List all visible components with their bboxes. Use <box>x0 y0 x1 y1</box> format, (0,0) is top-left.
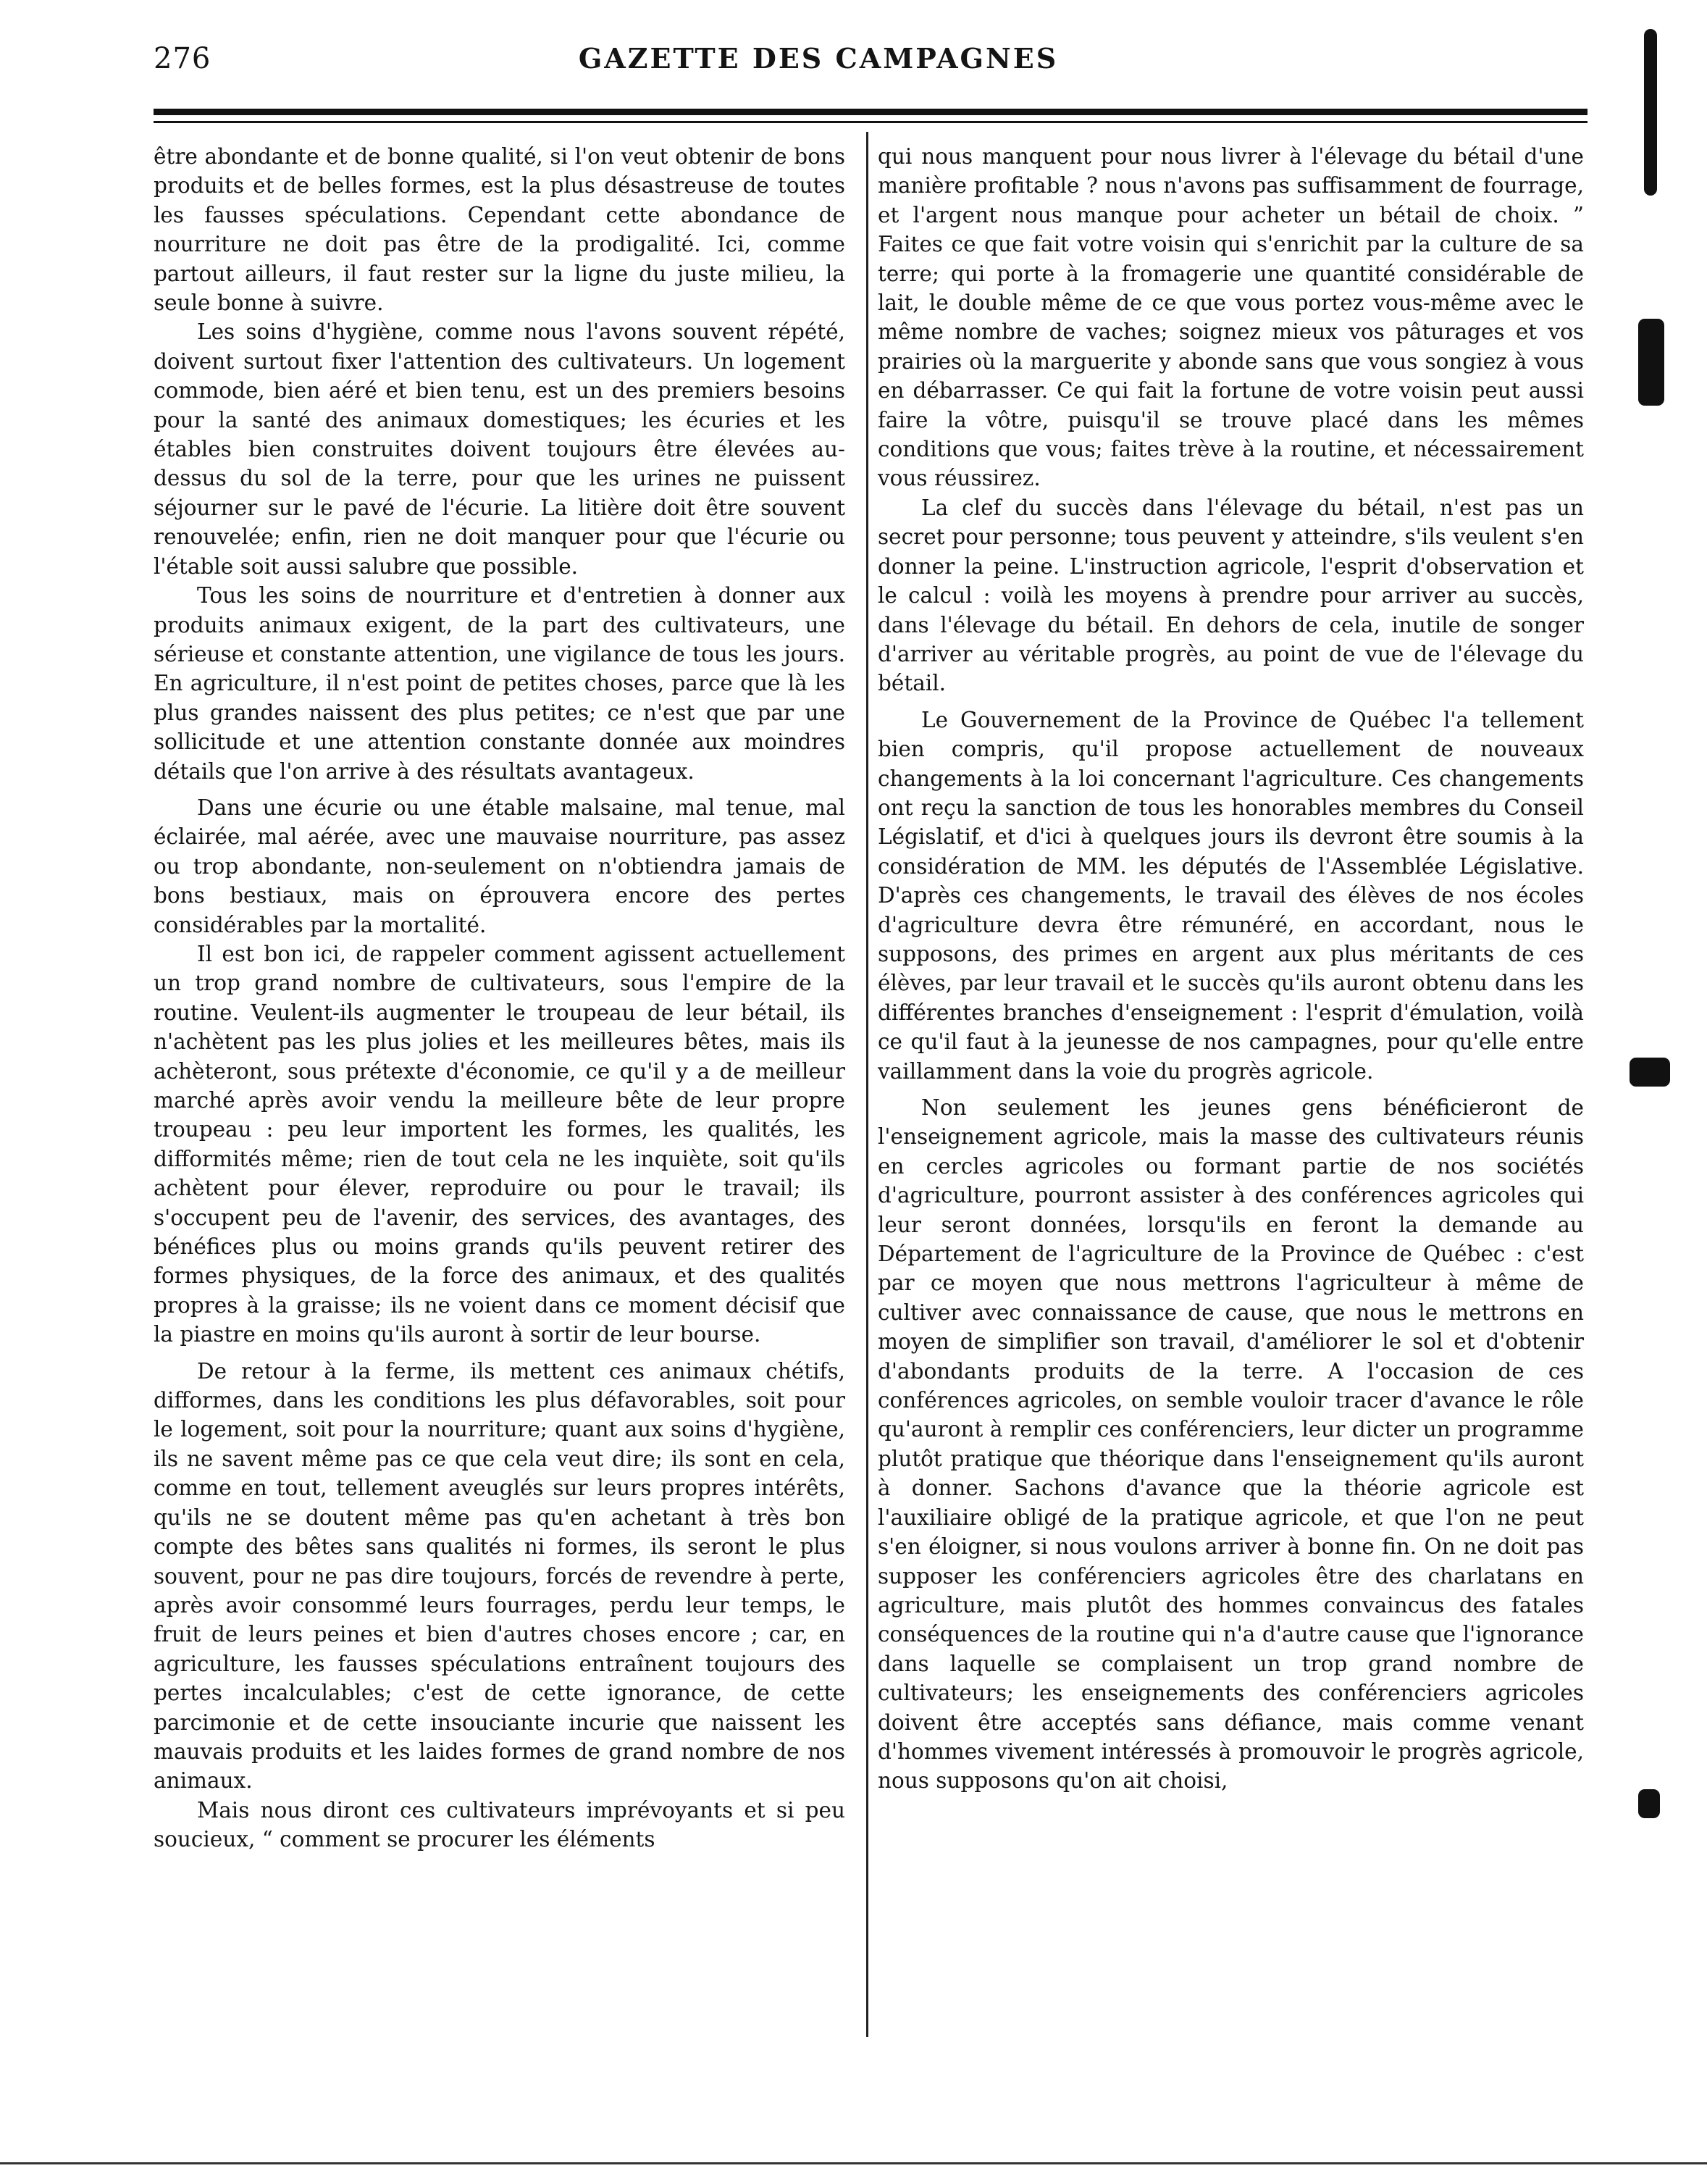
paragraph: Le Gouvernement de la Province de Québec l'a tellement bien compris, qu'il propose actuellement de nouveaux changements à la loi concernant l'agriculture. Ces changements ont reçu la sanction de tous les honorables membres du Conseil Législatif, et d'ici à quelques jours ils devront être soumis à la considération de MM. les députés de l'Assemblée Législative. D'après ces changements, le travail des élèves de nos écoles d'agriculture devra être rémunéré, en accordant, nous le supposons, des primes en argent aux plus méritants de ces élèves, par leur travail et le succès qu'ils auront obtenu dans les différentes branches d'enseignement : l'esprit d'émulation, voilà ce qu'il faut à la jeunesse de nos campagnes, pour qu'elle entre vaillamment dans la voie du progrès agricole. <box>878 707 1584 1084</box>
paragraph: être abondante et de bonne qualité, si l'on veut obtenir de bons produits et de belles formes, est la plus désastreuse de toutes les fausses spéculations. Cependant cette abondance de nourriture ne doit pas être de la prodigalité. Ici, comme partout ailleurs, il faut rester sur la ligne du juste milieu, la seule bonne à suivre. <box>154 144 845 316</box>
paragraph: Dans une écurie ou une étable malsaine, mal tenue, mal éclairée, mal aérée, avec une mauvaise nourriture, pas assez ou trop abondante, non-seulement on n'obtiendra jamais de bons bestiaux, mais on éprouvera encore des pertes considérables par la mortalité. <box>154 795 845 937</box>
margin-ink-mark <box>1638 319 1664 406</box>
paragraph: De retour à la ferme, ils mettent ces animaux chétifs, difformes, dans les conditions les plus défavorables, soit pour le logement, soit pour la nourriture; quant aux soins d'hygiène, ils ne savent même pas ce que cela veut dire; ils sont en cela, comme en tout, tellement aveuglés sur leurs propres intérêts, qu'ils ne se doutent même pas qu'en achetant à très bon compte des bêtes sans qualités ni formes, ils seront le plus souvent, pour ne pas dire toujours, forcés de revendre à perte, après avoir consommé leurs fourrages, perdu leur temps, le fruit de leurs peines et bien d'autres choses encore ; car, en agriculture, les fausses spéculations entraînent toujours des pertes incalculables; c'est de cette ignorance, de cette parcimonie et de cette insouciante incurie que naissent les mauvais produits et les laides formes de grand nombre de nos animaux. <box>154 1358 845 1794</box>
margin-ink-mark <box>1638 1789 1660 1818</box>
header-rule-thick <box>154 109 1588 115</box>
paragraph: Il est bon ici, de rappeler comment agissent actuellement un trop grand nombre de cultivateurs, sous l'empire de la routine. Veulent-ils augmenter le troupeau de leur bétail, ils n'achètent pas les plus jolies et les meilleures bêtes, mais ils achèteront, sous prétexte d'économie, ce qu'il y a de meilleur marché après avoir vendu la meilleure bête de leur propre troupeau : peu leur importent les formes, les qualités, les difformités même; rien de tout cela ne les inquiète, soit qu'ils achètent pour élever, reproduire ou pour le travail; ils s'occupent peu de l'avenir, des services, des avantages, des bénéfices plus ou moins grands qu'ils peuvent retirer des formes physiques, de la force des animaux, et des qualités propres à la graisse; ils ne voient dans ce moment décisif que la piastre en moins qu'ils auront à sortir de leur bourse. <box>154 941 845 1347</box>
column-divider <box>866 132 868 2037</box>
margin-ink-mark <box>1644 29 1657 196</box>
page-number: 276 <box>154 42 211 75</box>
paragraph: qui nous manquent pour nous livrer à l'élevage du bétail d'une manière profitable ? nous n'avons pas suffisamment de fourrage, et l'argent nous manque pour acheter un bétail de choix. ” Faites ce que fait votre voisin qui s'enrichit par la culture de sa terre; qui porte à la fromagerie une quantité considérable de lait, le double même de ce que vous portez vous-même avec le même nombre de vaches; soignez mieux vos pâturages et vos prairies où la marguerite y abonde sans que vous songiez à vous en débarrasser. Ce qui fait la fortune de votre voisin peut aussi faire la vôtre, puisqu'il se trouve placé dans les mêmes conditions que vous; faites trève à la routine, et nécessairement vous réussirez. <box>878 144 1584 491</box>
margin-ink-mark <box>1630 1058 1670 1087</box>
paragraph: Tous les soins de nourriture et d'entretien à donner aux produits animaux exigent, de la part des cultivateurs, une sérieuse et constante attention, une vigilance de tous les jours. En agriculture, il n'est point de petites choses, parce que là les plus grandes naissent des plus petites; ce n'est que par une sollicitude et une attention constante donnée aux moindres détails que l'on arrive à des résultats avantageux. <box>154 583 845 784</box>
paragraph: Les soins d'hygiène, comme nous l'avons souvent répété, doivent surtout fixer l'attention des cultivateurs. Un logement commode, bien aéré et bien tenu, est un des premiers besoins pour la santé des animaux domestiques; les écuries et les étables bien construites doivent toujours être élevées au-dessus du sol de la terre, pour que les urines ne puissent séjourner sur le pavé de l'écurie. La litière doit être souvent renouvelée; enfin, rien ne doit manquer pour que l'écurie ou l'étable soit aussi salubre que possible. <box>154 319 845 579</box>
right-column <box>878 142 1584 1796</box>
paragraph: Non seulement les jeunes gens bénéficieront de l'enseignement agricole, mais la masse des cultivateurs réunis en cercles agricoles ou formant partie de nos sociétés d'agriculture, pourront assister à des conférences agricoles qui leur seront données, lorsqu'ils en feront la demande au Département de l'agriculture de la Province de Québec : c'est par ce moyen que nous mettrons l'agriculteur à même de cultiver avec connaissance de cause, que nous le mettrons en moyen de simplifier son travail, d'améliorer le sol et d'obtenir d'abondants produits de la terre. A l'occasion de ces conférences agricoles, on semble vouloir tracer d'avance le rôle qu'auront à remplir ces conférenciers, leur dicter un programme plutôt pratique que théorique dans l'enseignement qu'ils auront à donner. Sachons d'avance que la théorie agricole est l'auxiliaire obligé de la pratique agricole, et que l'on ne peut s'en éloigner, si nous voulons arriver à bonne fin. On ne doit pas supposer les conférenciers agricoles être des charlatans en agriculture, mais plutôt des hommes convaincus des fatales conséquences de la routine qui n'a d'autre cause que l'ignorance dans laquelle se complaisent un trop grand nombre de cultivateurs; les enseignements des conférenciers agricoles doivent être acceptés sans défiance, mais comme venant d'hommes vivement intéressés à promouvoir le progrès agricole, nous supposons qu'on ait choisi, <box>878 1095 1584 1794</box>
masthead-title: GAZETTE DES CAMPAGNES <box>578 42 1059 75</box>
bottom-rule <box>0 2162 1707 2164</box>
header-rule-thin <box>154 121 1588 123</box>
paragraph: Mais nous diront ces cultivateurs imprévoyants et si peu soucieux, “ comment se procurer les éléments <box>154 1797 845 1852</box>
paragraph: La clef du succès dans l'élevage du bétail, n'est pas un secret pour personne; tous peuvent y atteindre, s'ils veulent s'en donner la peine. L'instruction agricole, l'esprit d'observation et le calcul : voilà les moyens à prendre pour arriver au succès, dans l'élevage du bétail. En dehors de cela, inutile de songer d'arriver au véritable progrès, au point de vue de l'élevage du bétail. <box>878 495 1584 696</box>
left-column <box>154 142 845 1854</box>
